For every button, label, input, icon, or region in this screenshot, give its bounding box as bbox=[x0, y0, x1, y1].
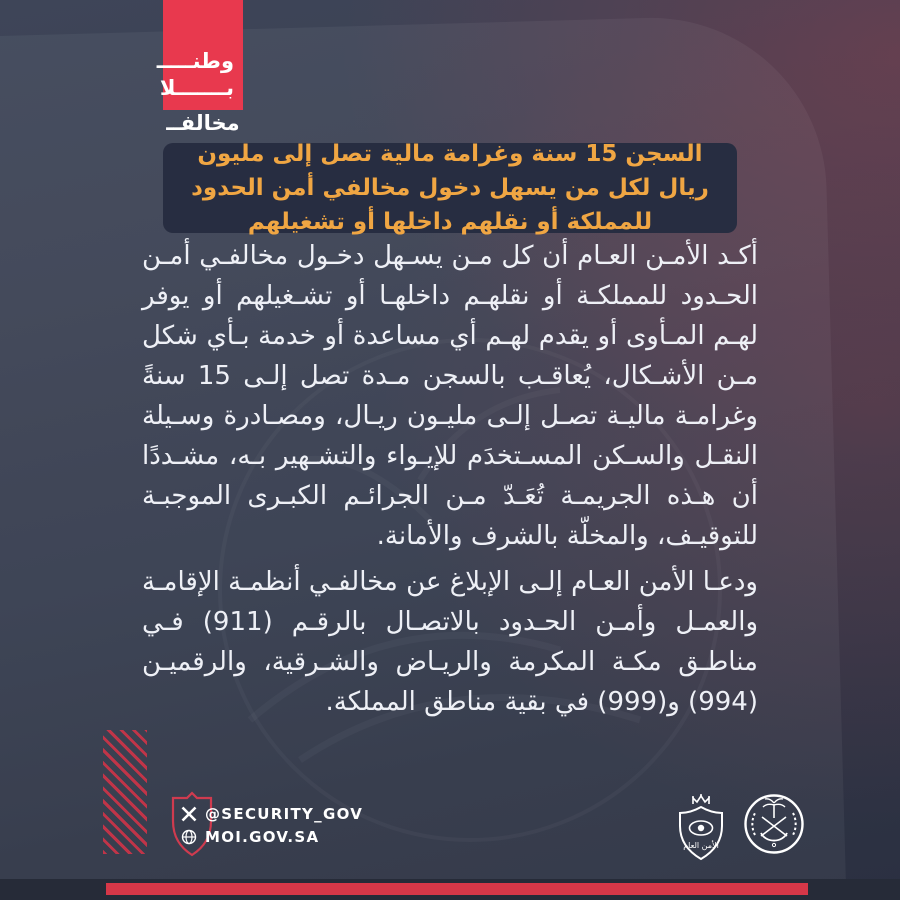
article-paragraph-1: أكـد الأمـن العـام أن كل مـن يسـهل دخـول مخالفـي أمـن الحـدود للمملكـة أو نقلهـم داخلهـا أو تشـغيلهم أو يوفر لهـم المـأوى أو يقدم لهـم أي مساعدة أو خدمة بـأي شكل مـن الأشـكال، يُعاقـب بالسجن مـدة تصل إلـى 15 سنةً وغرامـة ماليـة تصـل إلـى مليـون ريـال، ومصـادرة وسـيلة النقـل والسـكن المسـتخدَم للإيـواء والتشـهير بـه، مشـددًا أن هـذه الجريمـة تُعَـدّ مـن الجرائـم الكبـرى الموجبـة للتوقيـف، والمخلّة بالشرف والأمانة. bbox=[142, 241, 758, 551]
brand-word-1: وطنـــــ bbox=[156, 49, 234, 73]
brand-word-3: مخالفــ bbox=[166, 111, 240, 135]
article-body bbox=[142, 236, 758, 722]
moi-logo bbox=[743, 791, 805, 857]
website-label: MOI.GOV.SA bbox=[205, 828, 320, 846]
article-paragraph-2: ودعـا الأمن العـام إلـى الإبلاغ عن مخالفـي أنظمـة الإقامـة والعمـل وأمـن الحـدود بالاتصـال بالرقـم (911) فـي مناطـق مكـة المكرمة والريـاض والشـرقية، والرقميـن (994) و(999) في بقية مناطق المملكة. bbox=[142, 567, 759, 717]
x-logo-icon bbox=[181, 806, 197, 822]
brand-logo bbox=[156, 0, 243, 110]
bottom-red-bar bbox=[106, 883, 808, 895]
public-security-logo bbox=[671, 792, 731, 862]
globe-icon bbox=[181, 829, 197, 845]
website-row[interactable] bbox=[181, 828, 363, 846]
headline-text: السجن 15 سنة وغرامة مالية تصل إلى مليون ريال لكل من يسهل دخول مخالفي أمن الحدود للمملكة أو نقلهم داخلها أو تشغيلهم bbox=[191, 141, 709, 235]
stripes-decoration bbox=[103, 730, 147, 854]
headline-banner bbox=[163, 143, 737, 233]
brand-word-2: بـــــــلا bbox=[159, 76, 234, 100]
social-links bbox=[181, 805, 363, 846]
x-handle-label: @SECURITY_GOV bbox=[205, 805, 364, 823]
public-security-logo-label: الأمن العام bbox=[683, 841, 719, 850]
x-handle-row[interactable] bbox=[181, 805, 363, 823]
